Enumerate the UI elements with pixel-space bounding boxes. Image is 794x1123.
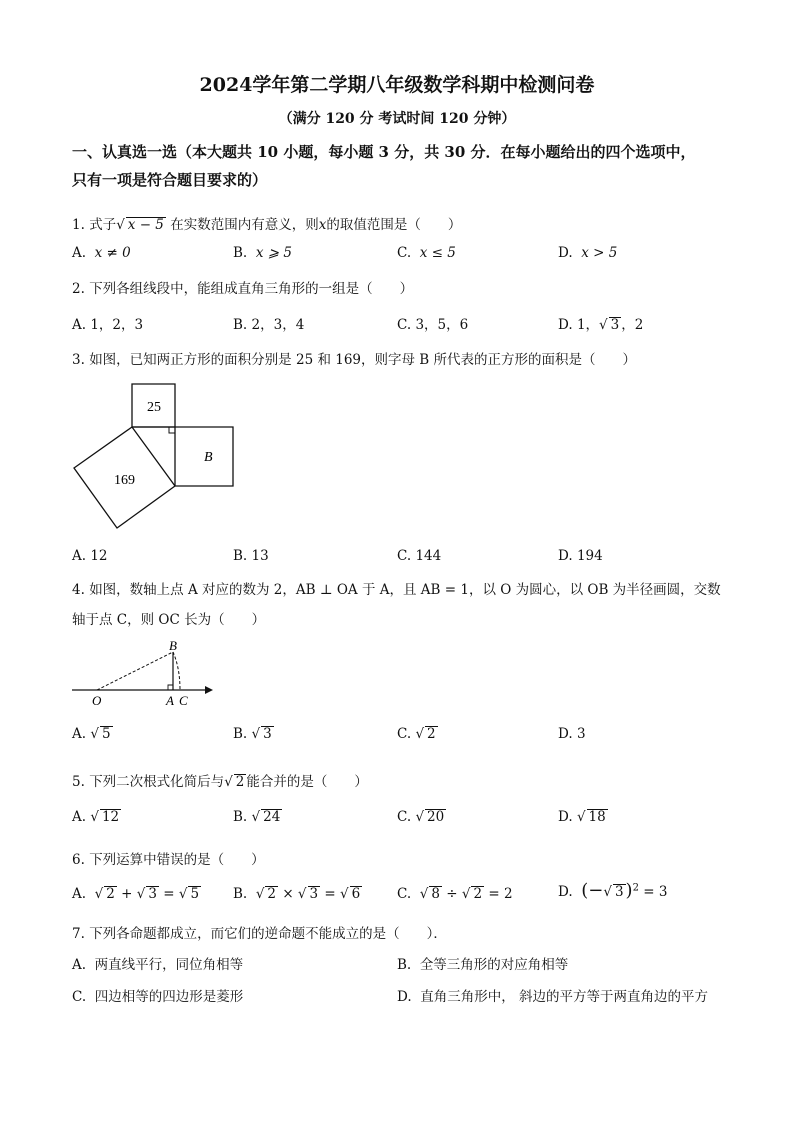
- number-line-figure: [70, 638, 220, 713]
- option-a[interactable]: A. √ 12: [72, 809, 120, 825]
- section-heading-line2: 只有一项是符合题目要求的）: [72, 171, 268, 189]
- question-1: 1. 式子√ x − 5 在实数范围内有意义，则x的取值范围是（ ）: [72, 217, 462, 233]
- option-label: A.: [72, 886, 87, 902]
- large-square-label: 169: [114, 473, 135, 488]
- option-c[interactable]: C. √ 2: [397, 726, 436, 742]
- option-label: D.: [558, 884, 573, 900]
- question-number: 4.: [72, 582, 85, 598]
- option-value: 194: [576, 548, 603, 564]
- equals: =: [324, 886, 336, 902]
- option-label: A.: [72, 317, 87, 333]
- option-d[interactable]: [558, 548, 603, 564]
- radicand: 2: [473, 886, 483, 902]
- option-value: 1，2，3: [90, 317, 144, 333]
- radicand: 3: [610, 317, 620, 333]
- radicand: 18: [588, 809, 606, 825]
- option-label: A.: [72, 245, 87, 261]
- option-label: C.: [397, 886, 412, 902]
- option-b[interactable]: B. √ 24: [233, 809, 281, 825]
- option-d[interactable]: D. (−√ 3 )$^2$ = 3: [558, 880, 668, 901]
- option-label: C.: [397, 809, 412, 825]
- option-b[interactable]: [397, 953, 568, 973]
- radicand: 8: [431, 886, 440, 902]
- option-tail: ，2: [621, 317, 644, 333]
- option-b[interactable]: [233, 245, 292, 261]
- radicand: 2: [235, 774, 245, 790]
- option-value: x ≤ 5: [419, 245, 456, 261]
- question-7: [72, 922, 447, 942]
- option-label: D.: [558, 548, 573, 564]
- radicand: x − 5: [127, 217, 164, 233]
- arc: [173, 652, 180, 690]
- option-label: C.: [397, 317, 412, 333]
- option-label: C.: [397, 548, 412, 564]
- option-d[interactable]: D. √ 18: [558, 809, 606, 825]
- radicand: 3: [263, 726, 272, 742]
- option-value: x ≠ 0: [94, 245, 131, 261]
- radicand: 5: [101, 726, 111, 742]
- stem-text: 下列二次根式化简后与: [89, 774, 225, 790]
- operator: ×: [282, 886, 294, 902]
- question-6: [72, 848, 265, 868]
- radicand: 6: [351, 886, 361, 902]
- radicand: 3: [614, 884, 624, 900]
- option-value: 3: [576, 726, 586, 742]
- option-c[interactable]: C. √ 20: [397, 809, 445, 825]
- question-number: 6.: [72, 852, 85, 868]
- option-a[interactable]: A. √ 2 + √ 3 = √ 5: [72, 886, 200, 902]
- option-label: C.: [72, 989, 87, 1005]
- stem-text: 如图，数轴上点 A 对应的数为 2，AB ⊥ OA 于 A，且 AB = 1，以 O 为圆心，以 OB 为半径画圆，交数: [89, 582, 721, 598]
- squares-figure: [70, 380, 240, 530]
- radicand: 3: [148, 886, 157, 902]
- option-label: B.: [397, 957, 412, 973]
- option-a[interactable]: A. √ 5: [72, 726, 111, 742]
- exam-subtitle: （满分 120 分 考试时间 120 分钟）: [278, 111, 516, 127]
- variable: x: [318, 217, 327, 233]
- option-value: 全等三角形的对应角相等: [419, 957, 569, 973]
- paren-close: ): [625, 880, 633, 901]
- stem-text: 轴于点 C，则 OC 长为（ ）: [72, 612, 266, 628]
- operator: +: [121, 886, 133, 902]
- stem-text: 的取值范围是（ ）: [326, 217, 462, 233]
- stem-text: 能合并的是（ ）: [246, 774, 368, 790]
- equals: = 2: [488, 886, 513, 902]
- question-number: 2.: [72, 281, 85, 297]
- question-4-line1: [72, 578, 721, 598]
- option-value: 144: [415, 548, 442, 564]
- option-value: 13: [251, 548, 269, 564]
- operator: ÷: [446, 886, 458, 902]
- stem-text: 如图，已知两正方形的面积分别是 25 和 169，则字母 B 所代表的正方形的面积是（ ）: [89, 352, 637, 368]
- equals: =: [163, 886, 175, 902]
- segment-ob: [97, 652, 173, 690]
- radicand: 12: [101, 809, 120, 825]
- question-number: 7.: [72, 926, 85, 942]
- option-label: B.: [233, 726, 248, 742]
- option-value: 1，: [576, 317, 600, 333]
- option-c[interactable]: [397, 245, 456, 261]
- section-heading-line1: 一、认真选一选（本大题共 10 小题，每小题 3 分，共 30 分．在每小题给出的四个选项中，: [72, 143, 696, 161]
- option-label: B.: [233, 317, 248, 333]
- option-label: B.: [233, 809, 248, 825]
- stem-text: 下列各组线段中，能组成直角三角形的一组是（ ）: [89, 281, 414, 297]
- option-label: B.: [233, 548, 248, 564]
- option-d[interactable]: [558, 245, 617, 261]
- option-a[interactable]: [72, 313, 143, 333]
- option-b[interactable]: [233, 313, 304, 333]
- radicand: 3: [309, 886, 319, 902]
- option-label: D.: [558, 317, 573, 333]
- option-a[interactable]: [72, 548, 108, 564]
- radicand: 2: [427, 726, 436, 742]
- option-c[interactable]: [72, 985, 243, 1005]
- right-angle-mark: [169, 427, 175, 433]
- option-value: 12: [90, 548, 108, 564]
- exam-title: 2024学年第二学期八年级数学科期中检测问卷: [199, 74, 595, 96]
- option-d[interactable]: [397, 985, 708, 1005]
- exponent: 2: [632, 882, 639, 894]
- radicand: 2: [267, 886, 277, 902]
- option-d[interactable]: D. 1，√ 3 ，2: [558, 317, 644, 333]
- question-4-line2: [72, 608, 265, 628]
- radicand: 5: [190, 886, 200, 902]
- point-a-label: A: [166, 693, 174, 708]
- option-c[interactable]: [397, 548, 441, 564]
- question-number: 3.: [72, 352, 85, 368]
- option-label: A.: [72, 548, 87, 564]
- option-d[interactable]: [558, 726, 586, 742]
- option-value: 3，5，6: [415, 317, 469, 333]
- option-value: 两直线平行，同位角相等: [94, 957, 244, 973]
- option-b[interactable]: [233, 548, 269, 564]
- option-label: A.: [72, 809, 87, 825]
- radicand: 2: [106, 886, 115, 902]
- question-number: 5.: [72, 774, 85, 790]
- option-a[interactable]: [72, 245, 131, 261]
- arrow-icon: [205, 686, 213, 694]
- option-label: D.: [397, 989, 412, 1005]
- question-5: 5. 下列二次根式化简后与√ 2 能合并的是（ ）: [72, 774, 368, 790]
- stem-text: 下列运算中错误的是（ ）: [89, 852, 265, 868]
- option-label: C.: [397, 726, 412, 742]
- option-label: D.: [558, 809, 573, 825]
- point-b-label: B: [169, 638, 177, 653]
- question-2: [72, 277, 413, 297]
- paren-open: (−: [581, 880, 604, 901]
- stem-text: 在实数范围内有意义，则: [170, 217, 319, 233]
- option-value: 四边相等的四边形是菱形: [94, 989, 244, 1005]
- option-label: A.: [72, 726, 87, 742]
- option-label: C.: [397, 245, 412, 261]
- option-label: B.: [233, 886, 248, 902]
- option-label: D.: [558, 726, 573, 742]
- question-number: 1.: [72, 217, 85, 233]
- option-b[interactable]: B. √ 2 × √ 3 = √ 6: [233, 886, 361, 902]
- equals: = 3: [643, 884, 668, 900]
- option-label: D.: [558, 245, 573, 261]
- radicand: 24: [263, 809, 281, 825]
- square-b-label: B: [204, 450, 213, 465]
- option-label: B.: [233, 245, 248, 261]
- option-c[interactable]: [397, 313, 468, 333]
- option-value: 2，3，4: [251, 317, 305, 333]
- option-value: 直角三角形中， 斜边的平方等于两直角边的平方: [420, 989, 709, 1005]
- option-value: x ⩾ 5: [255, 245, 292, 261]
- stem-text: 式子: [89, 217, 117, 233]
- option-label: A.: [72, 957, 87, 973]
- question-3: [72, 348, 636, 368]
- option-b[interactable]: B. √ 3: [233, 726, 272, 742]
- option-c[interactable]: C. √ 8 ÷ √ 2 = 2: [397, 886, 513, 902]
- small-square-label: 25: [147, 400, 161, 415]
- radicand: 20: [427, 809, 445, 825]
- point-c-label: C: [179, 693, 188, 708]
- stem-text: 下列各命题都成立，而它们的逆命题不能成立的是（ ）．: [89, 926, 447, 942]
- option-value: x > 5: [581, 245, 618, 261]
- option-a[interactable]: [72, 953, 243, 973]
- point-o-label: O: [92, 693, 102, 708]
